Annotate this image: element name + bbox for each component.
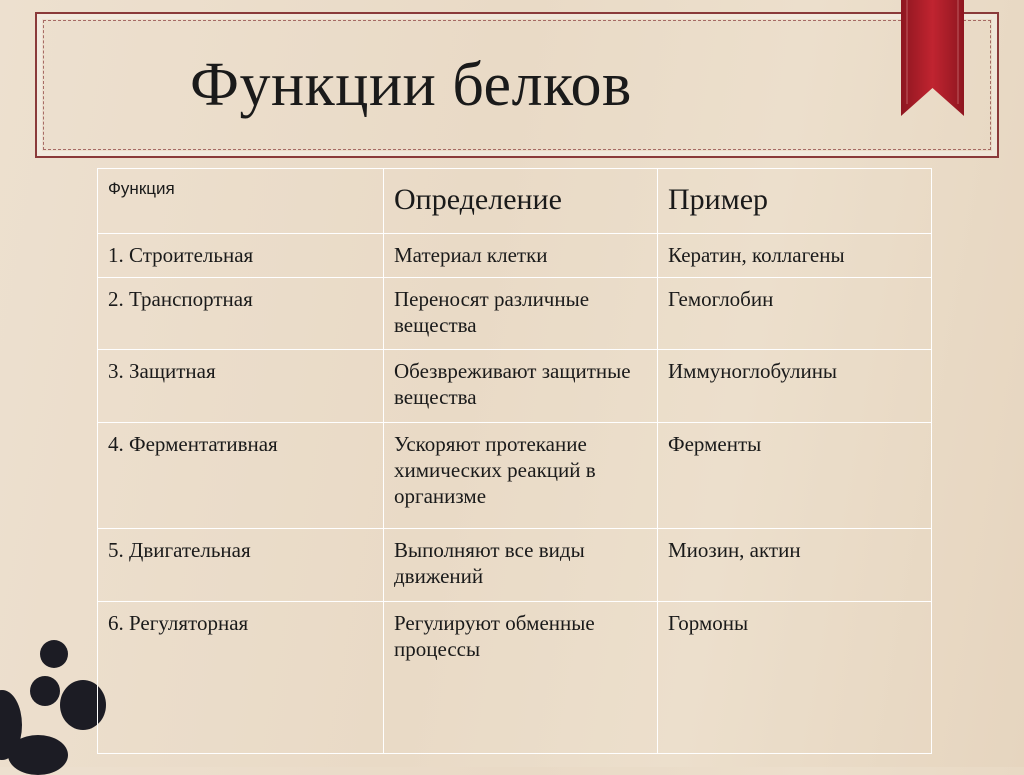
table-row [98, 278, 932, 350]
header-function: Функция [98, 169, 384, 234]
cell-definition: Ускоряют протекание химических реакций в организме [384, 423, 658, 529]
cell-function: 1. Строительная [98, 234, 384, 278]
header-definition: Определение [384, 169, 658, 234]
table-header-row [98, 169, 932, 234]
ink-blot [8, 735, 68, 775]
table-row [98, 602, 932, 754]
cell-example: Гормоны [658, 602, 932, 754]
cell-function: 6. Регуляторная [98, 602, 384, 754]
cell-example: Гемоглобин [658, 278, 932, 350]
ink-blot [30, 676, 60, 706]
cell-function: 2. Транспортная [98, 278, 384, 350]
cell-example: Миозин, актин [658, 529, 932, 602]
cell-example: Ферменты [658, 423, 932, 529]
cell-definition: Материал клетки [384, 234, 658, 278]
cell-function: 5. Двигательная [98, 529, 384, 602]
bookmark-ribbon-icon [901, 0, 964, 116]
slide-title: Функции белков [190, 51, 632, 119]
table-row [98, 529, 932, 602]
table-row [98, 350, 932, 423]
table-row [98, 423, 932, 529]
table-row [98, 234, 932, 278]
cell-function: 4. Ферментативная [98, 423, 384, 529]
ink-blot [40, 640, 68, 668]
cell-function: 3. Защитная [98, 350, 384, 423]
cell-example: Кератин, коллагены [658, 234, 932, 278]
protein-functions-table [97, 168, 932, 754]
cell-definition: Регулируют обменные процессы [384, 602, 658, 754]
header-example: Пример [658, 169, 932, 234]
cell-definition: Выполняют все виды движений [384, 529, 658, 602]
cell-definition: Обезвреживают защитные вещества [384, 350, 658, 423]
cell-example: Иммуноглобулины [658, 350, 932, 423]
cell-definition: Переносят различные вещества [384, 278, 658, 350]
